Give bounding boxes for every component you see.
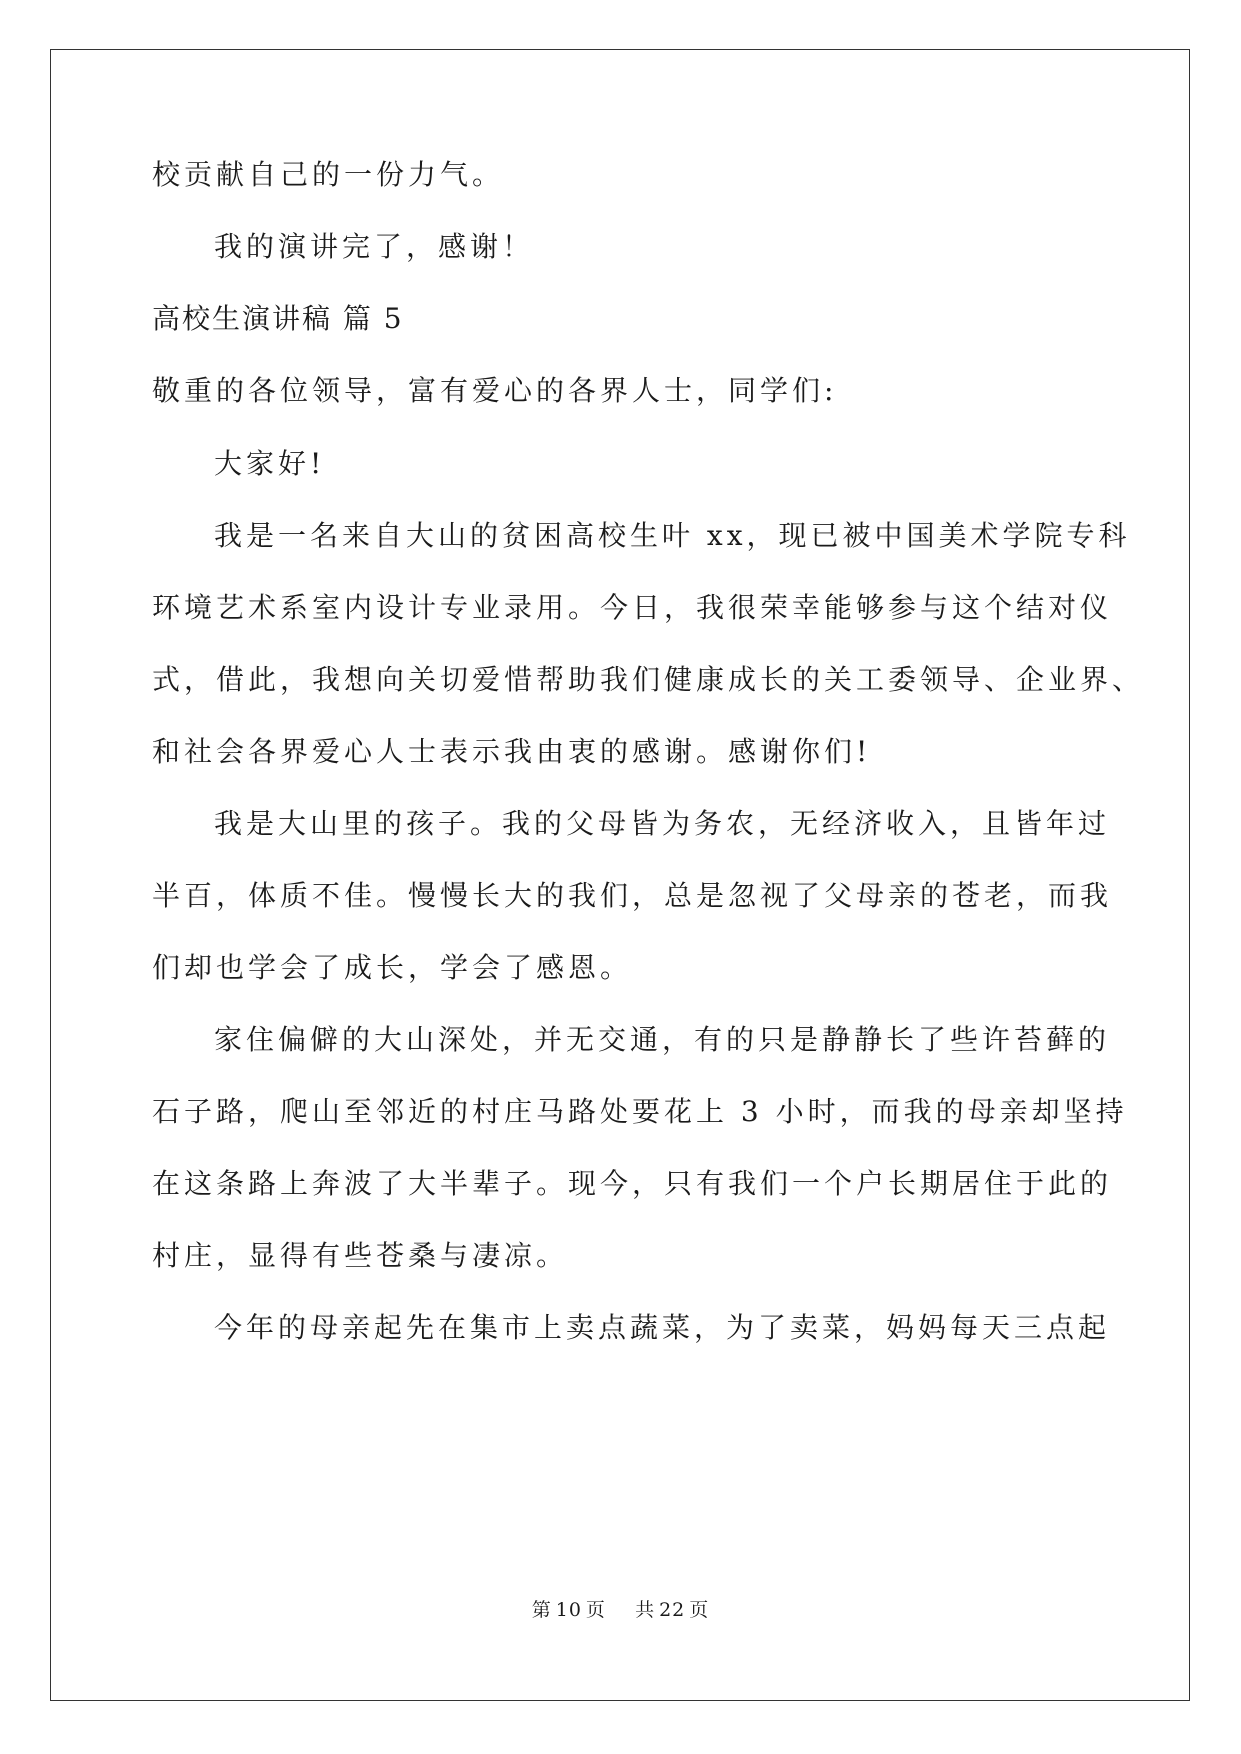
total-prefix: 共 <box>635 1599 656 1621</box>
paragraph-line: 校贡献自己的一份力气。 <box>152 158 505 191</box>
paragraph-line: 家住偏僻的大山深处，并无交通，有的只是静静长了些许苔藓的 <box>214 1023 1111 1056</box>
paragraph-line: 们却也学会了成长，学会了感恩。 <box>152 951 633 984</box>
page-number <box>530 1599 608 1621</box>
paragraph-line: 我的演讲完了，感谢！ <box>214 230 535 263</box>
paragraph-line: 在这条路上奔波了大半辈子。现今，只有我们一个户长期居住于此的 <box>152 1167 1113 1200</box>
paragraph-line: 村庄，显得有些苍桑与凄凉。 <box>152 1239 569 1272</box>
paragraph-line: 我是大山里的孩子。我的父母皆为务农，无经济收入，且皆年过 <box>214 807 1111 840</box>
page-prefix: 第 <box>531 1599 552 1621</box>
paragraph-line: 和社会各界爱心人士表示我由衷的感谢。感谢你们! <box>152 735 872 768</box>
page-frame <box>50 49 1190 1701</box>
paragraph-line: 环境艺术系室内设计专业录用。今日，我很荣幸能够参与这个结对仪 <box>152 591 1113 624</box>
paragraph-line: 石子路，爬山至邻近的村庄马路处要花上 3 小时，而我的母亲却坚持 <box>152 1095 1128 1128</box>
paragraph-line: 式，借此，我想向关切爱惜帮助我们健康成长的关工委领导、企业界、 <box>152 663 1145 696</box>
page-suffix: 页 <box>585 1599 606 1621</box>
paragraph-line: 半百，体质不佳。慢慢长大的我们，总是忽视了父母亲的苍老，而我 <box>152 879 1113 912</box>
current-page: 10 <box>555 1599 582 1621</box>
total-pages: 22 <box>659 1599 686 1621</box>
paragraph-line: 今年的母亲起先在集市上卖点蔬菜，为了卖菜，妈妈每天三点起 <box>214 1311 1111 1344</box>
paragraph-line: 我是一名来自大山的贫困高校生叶 xx，现已被中国美术学院专科 <box>214 519 1131 552</box>
section-heading: 高校生演讲稿 篇 5 <box>152 302 404 335</box>
greeting: 大家好! <box>214 447 326 480</box>
page-footer <box>0 1598 1241 1622</box>
total-suffix: 页 <box>689 1599 710 1621</box>
salutation: 敬重的各位领导，富有爱心的各界人士，同学们: <box>152 374 838 407</box>
page-total <box>633 1599 711 1621</box>
